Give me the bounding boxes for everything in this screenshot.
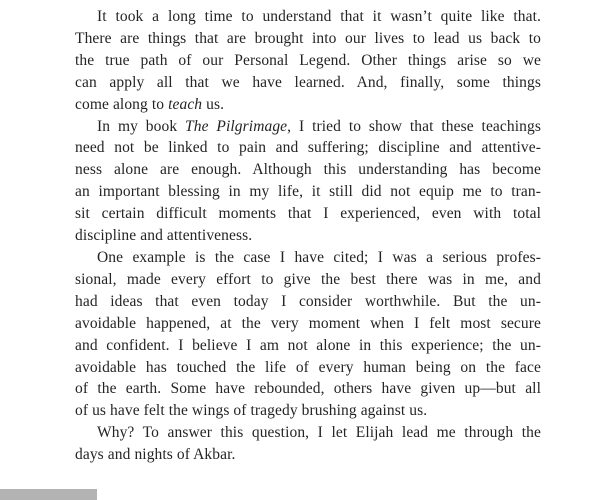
text-line [75,203,541,225]
body-text: need not be linked to pain and suffering; discipline and attentive- [75,139,541,157]
text-line [75,28,541,50]
text-line [75,159,541,181]
text-line [75,6,541,28]
bottom-left-gray-bar [0,489,97,500]
text-line [75,137,541,159]
body-text: sit certain difficult moments that I experienced, even with total [75,205,541,223]
text-line [75,400,541,422]
body-text: ness alone are enough. Although this understanding has become [75,161,541,179]
text-line [75,72,541,94]
italic-text: The Pilgrimage [185,117,288,135]
text-line [75,313,541,335]
paragraph [75,116,541,247]
text-line [75,116,541,138]
body-text: the true path of our Personal Legend. Other things arise so we [75,51,541,69]
body-text: discipline and attentiveness. [75,227,253,245]
body-text: There are things that are brought into our lives to lead us back to [75,29,541,47]
body-text: of us have felt the wings of tragedy brushing against us. [75,402,428,420]
body-text: of the earth. Some have rebounded, others have given up—but all [75,380,541,398]
body-text: had ideas that even today I consider worthwhile. But the un- [75,292,541,310]
text-line [75,422,541,444]
body-text: avoidable happened, at the very moment when I felt most secure [75,314,541,332]
body-text: avoidable has touched the life of every human being on the face [75,358,541,376]
body-text: come along to [75,95,169,113]
italic-text: teach [168,95,203,113]
body-text: Why? To answer this question, I let Elijah lead me through the [97,424,541,442]
body-text: and confident. I believe I am not alone in this experience; the un- [75,336,541,354]
body-text: days and nights of Akbar. [75,446,236,464]
paragraph [75,247,541,422]
text-column [75,6,541,466]
body-text: One example is the case I have cited; I was a serious profes- [97,248,541,266]
body-text: sional, made every effort to give the best there was in me, and [75,270,541,288]
body-text: , I tried to show that these teachings [287,117,541,135]
body-text: In my book [97,117,186,135]
body-text: us. [202,95,225,113]
text-line [75,247,541,269]
text-line [75,269,541,291]
paragraph [75,422,541,466]
body-text: It took a long time to understand that it wasn’t quite like that. [97,8,541,25]
text-line [75,357,541,379]
text-line [75,291,541,313]
body-text: an important blessing in my life, it still did not equip me to tran- [75,183,541,201]
text-line [75,94,541,116]
text-line [75,50,541,72]
text-line [75,444,541,466]
body-text: can apply all that we have learned. And, finally, some things [75,73,541,91]
text-line [75,181,541,203]
paragraph [75,6,541,116]
text-line [75,378,541,400]
text-line [75,335,541,357]
text-line [75,225,541,247]
